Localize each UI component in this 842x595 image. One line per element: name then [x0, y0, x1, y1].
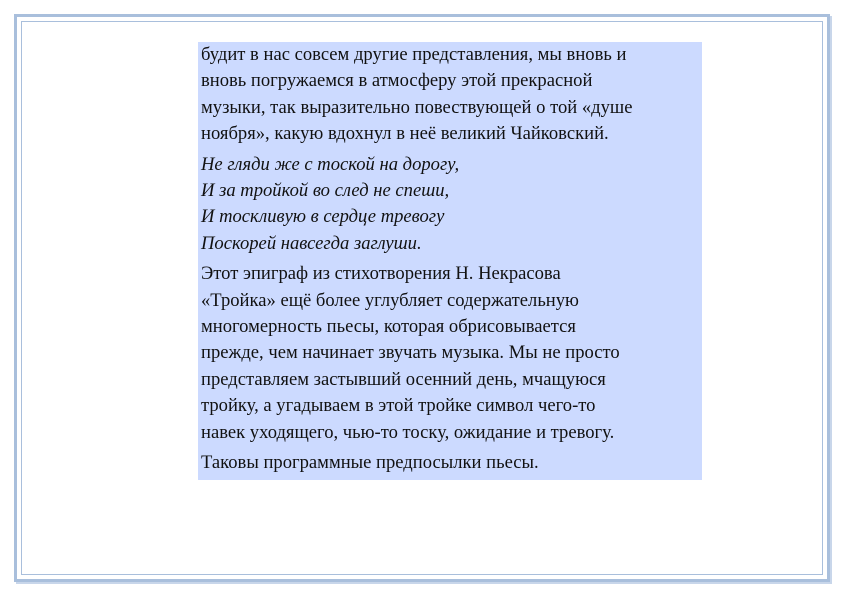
- poem-quote: [201, 152, 702, 258]
- text-line: представляем застывший осенний день, мчащуюся: [201, 368, 606, 390]
- poem-line: И за тройкой во след не спеши,: [201, 180, 450, 202]
- poem-line: И тоскливую в сердце тревогу: [201, 206, 445, 228]
- text-line: тройку, а угадываем в этой тройке символ чего-то: [201, 395, 596, 417]
- text-line: навек уходящего, чью-то тоску, ожидание и тревогу.: [201, 421, 615, 443]
- text-line: будит в нас совсем другие представления, мы вновь и: [201, 44, 627, 65]
- paragraph-intro: [201, 42, 702, 148]
- highlighted-text-block: [198, 42, 702, 480]
- text-line: многомерность пьесы, которая обрисовывается: [201, 316, 576, 338]
- paragraph-conclusion: [201, 450, 702, 476]
- text-line: ноября», какую вдохнул в неё великий Чайковский.: [201, 123, 609, 145]
- text-line: музыки, так выразительно повествующей о той «душе: [201, 96, 633, 118]
- paragraph-epigraph: [201, 261, 702, 446]
- text-line: Этот эпиграф из стихотворения Н. Некрасова: [201, 263, 561, 285]
- poem-line: Поскорей навсегда заглуши.: [201, 232, 422, 254]
- text-line: «Тройка» ещё более углубляет содержательную: [201, 289, 579, 311]
- text-line: Таковы программные предпосылки пьесы.: [201, 452, 539, 474]
- text-line: прежде, чем начинает звучать музыка. Мы не просто: [201, 342, 620, 364]
- poem-line: Не гляди же с тоской на дорогу,: [201, 153, 460, 175]
- text-line: вновь погружаемся в атмосферу этой прекрасной: [201, 70, 593, 92]
